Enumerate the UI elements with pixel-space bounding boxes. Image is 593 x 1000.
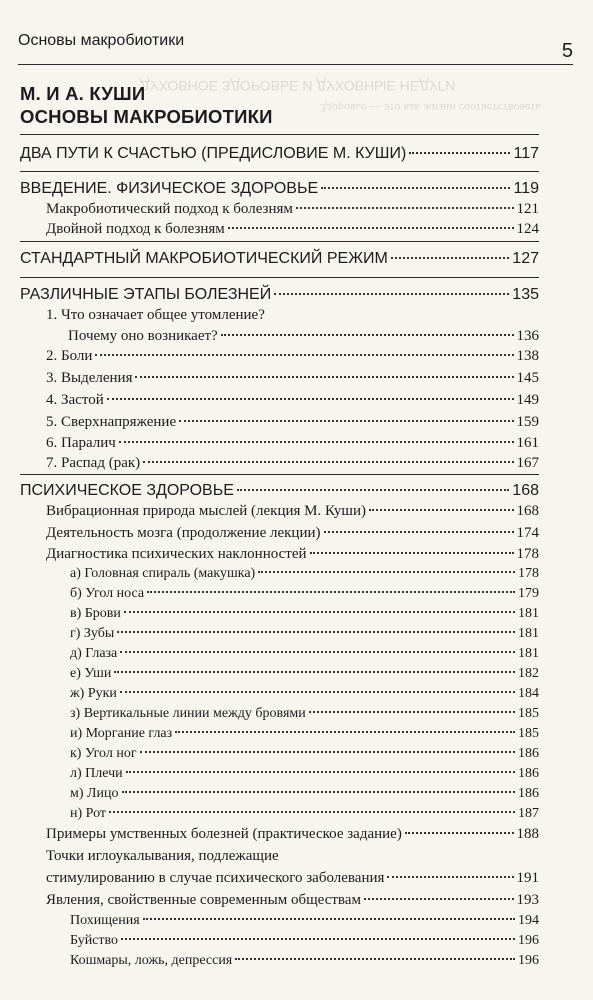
toc-entry[interactable] <box>46 201 539 218</box>
toc-page: 193 <box>516 892 539 908</box>
toc-title: 5. Сверхнапряжение <box>46 414 177 430</box>
toc-page: 181 <box>518 626 539 641</box>
toc-subentry[interactable] <box>70 586 539 602</box>
toc-entry[interactable] <box>46 826 539 843</box>
dot-leader <box>119 441 514 443</box>
toc-page: 186 <box>518 766 539 781</box>
section-divider <box>20 134 539 135</box>
dot-leader <box>143 918 515 920</box>
toc-subentry[interactable] <box>70 666 539 682</box>
toc-page: 185 <box>518 726 539 741</box>
section-divider <box>20 474 539 475</box>
toc-title: 4. Застой <box>46 392 104 408</box>
toc-page: 194 <box>518 913 539 928</box>
toc-subentry[interactable] <box>70 606 539 622</box>
dot-leader <box>296 207 514 209</box>
toc-page: 187 <box>518 806 539 821</box>
dot-leader <box>120 691 515 693</box>
dot-leader <box>122 791 515 793</box>
toc-subentry[interactable] <box>70 746 539 762</box>
toc-page: 149 <box>516 392 539 408</box>
dot-leader <box>135 376 513 378</box>
dot-leader <box>140 751 515 753</box>
bleed-through-text: Здоровье — это как жизни соответствовать <box>320 101 541 115</box>
toc-page: 167 <box>516 455 539 471</box>
toc-page: 184 <box>518 686 539 701</box>
toc-page: 168 <box>516 503 539 519</box>
dot-leader <box>391 257 510 259</box>
book-heading <box>20 82 273 128</box>
toc-title: ДВА ПУТИ К СЧАСТЬЮ (ПРЕДИСЛОВИЕ М. КУШИ) <box>20 145 407 162</box>
toc-title: ВВЕДЕНИЕ. ФИЗИЧЕСКОЕ ЗДОРОВЬЕ <box>20 180 319 197</box>
dot-leader <box>175 731 515 733</box>
toc-page: 119 <box>513 180 539 197</box>
toc-chapter[interactable] <box>20 145 539 163</box>
toc-title: РАЗЛИЧНЫЕ ЭТАПЫ БОЛЕЗНЕЙ <box>20 286 272 303</box>
toc-title: Деятельность мозга (продолжение лекции) <box>46 525 321 541</box>
dot-leader <box>405 832 514 834</box>
dot-leader <box>117 631 515 633</box>
toc-entry-line[interactable]: Точки иглоукалывания, подлежащие <box>46 848 279 864</box>
dot-leader <box>107 398 514 400</box>
toc-entry[interactable] <box>46 392 539 409</box>
toc-page: 124 <box>516 221 539 237</box>
toc-title: Похищения <box>70 913 140 928</box>
toc-page: 136 <box>516 328 539 344</box>
dot-leader <box>235 958 515 960</box>
dot-leader <box>321 187 510 189</box>
toc-page: 196 <box>518 953 539 968</box>
dot-leader <box>109 811 515 813</box>
running-title: Основы макробиотики <box>18 32 185 49</box>
toc-title: н) Рот <box>70 806 107 821</box>
toc-page: 174 <box>516 525 539 541</box>
toc-title: л) Плечи <box>70 766 123 781</box>
toc-page: 135 <box>512 286 539 303</box>
dot-leader <box>124 611 515 613</box>
toc-subentry[interactable] <box>70 626 539 642</box>
toc-page: 181 <box>518 646 539 661</box>
toc-title: стимулированию в случае психического заболевания <box>46 870 385 886</box>
dot-leader <box>258 571 515 573</box>
toc-chapter[interactable] <box>20 180 539 198</box>
toc-page: 178 <box>518 566 539 581</box>
toc-page: 161 <box>516 435 539 451</box>
dot-leader <box>310 552 514 554</box>
section-divider <box>20 241 539 242</box>
toc-entry[interactable] <box>46 414 539 431</box>
toc-page: 127 <box>512 250 539 267</box>
toc-chapter[interactable] <box>20 286 539 304</box>
toc-page: 159 <box>516 414 539 430</box>
toc-page: 188 <box>516 826 539 842</box>
toc-title: Явления, свойственные современным обществам <box>46 892 361 908</box>
dot-leader <box>121 938 515 940</box>
bleed-through-text: ДУХОВНОЕ ЗДОРОВЬЕ И ДУХОВНЫЕ НЕДУГИ <box>140 78 456 94</box>
toc-subentry[interactable] <box>70 766 539 782</box>
toc-entry[interactable] <box>46 546 539 563</box>
toc-title: 2. Боли <box>46 348 93 364</box>
toc-title: е) Уши <box>70 666 112 681</box>
toc-subentry[interactable] <box>70 913 539 929</box>
page-number: 5 <box>561 40 573 62</box>
toc-title: в) Брови <box>70 606 121 621</box>
book-title: ОСНОВЫ МАКРОБИОТИКИ <box>20 106 273 127</box>
dot-leader <box>126 771 515 773</box>
dot-leader <box>409 152 510 154</box>
toc-page: 121 <box>516 201 539 217</box>
book-authors: М. И А. КУШИ <box>20 83 146 104</box>
toc-page: 138 <box>516 348 539 364</box>
toc-entry[interactable] <box>46 892 539 909</box>
toc-entry[interactable] <box>46 870 539 887</box>
toc-chapter[interactable] <box>20 482 539 500</box>
dot-leader <box>237 489 509 491</box>
toc-title: Почему оно возникает? <box>68 328 218 344</box>
toc-title: и) Моргание глаз <box>70 726 173 741</box>
toc-entry[interactable] <box>46 221 539 238</box>
toc-subentry[interactable] <box>70 726 539 742</box>
toc-page: 117 <box>513 145 539 162</box>
toc-page: 181 <box>518 606 539 621</box>
toc-entry[interactable] <box>68 328 539 345</box>
toc-title: Вибрационная природа мыслей (лекция М. Куши) <box>46 503 366 519</box>
toc-title: Кошмары, ложь, депрессия <box>70 953 233 968</box>
dot-leader <box>221 334 514 336</box>
dot-leader <box>387 876 513 878</box>
toc-page: 191 <box>516 870 539 886</box>
toc-title: з) Вертикальные линии между бровями <box>70 706 306 721</box>
toc-title: ж) Руки <box>70 686 117 701</box>
dot-leader <box>143 461 513 463</box>
toc-title: м) Лицо <box>70 786 119 801</box>
toc-subentry[interactable] <box>70 646 539 662</box>
toc-subentry[interactable] <box>70 786 539 802</box>
toc-entry[interactable] <box>46 435 539 452</box>
dot-leader <box>324 531 514 533</box>
dot-leader <box>179 420 513 422</box>
dot-leader <box>114 671 515 673</box>
toc-title: 7. Распад (рак) <box>46 455 141 471</box>
toc-title: к) Угол ног <box>70 746 137 761</box>
dot-leader <box>120 651 515 653</box>
toc-title: а) Головная спираль (макушка) <box>70 566 256 581</box>
toc-page: 186 <box>518 746 539 761</box>
section-divider <box>20 171 539 172</box>
toc-page: 168 <box>512 482 539 499</box>
toc-subentry[interactable] <box>70 933 539 949</box>
dot-leader <box>309 711 515 713</box>
toc-page: 182 <box>518 666 539 681</box>
toc-entry-line[interactable]: 1. Что означает общее утомление? <box>46 307 265 323</box>
toc-title: СТАНДАРТНЫЙ МАКРОБИОТИЧЕСКИЙ РЕЖИМ <box>20 250 388 267</box>
section-divider <box>20 277 539 278</box>
toc-page: 196 <box>518 933 539 948</box>
toc-title: Примеры умственных болезней (практическое задание) <box>46 826 402 842</box>
toc-title: д) Глаза <box>70 646 118 661</box>
dot-leader <box>147 591 515 593</box>
toc-subentry[interactable] <box>70 706 539 722</box>
toc-entry[interactable] <box>46 455 539 472</box>
toc-page: 185 <box>518 706 539 721</box>
toc-entry[interactable] <box>46 503 539 520</box>
toc-title: Макробиотический подход к болезням <box>46 201 293 217</box>
toc-title: Двойной подход к болезням <box>46 221 225 237</box>
toc-page: 179 <box>518 586 539 601</box>
dot-leader <box>95 354 513 356</box>
toc-title: 3. Выделения <box>46 370 133 386</box>
toc-title: Диагностика психических наклонностей <box>46 546 307 562</box>
toc-title: 6. Паралич <box>46 435 116 451</box>
toc-page: 186 <box>518 786 539 801</box>
toc-title: б) Угол носа <box>70 586 145 601</box>
toc-chapter[interactable] <box>20 250 539 268</box>
dot-leader <box>274 293 509 295</box>
toc-page: 145 <box>516 370 539 386</box>
dot-leader <box>228 227 514 229</box>
dot-leader <box>364 898 514 900</box>
toc-entry[interactable] <box>46 370 539 387</box>
toc-title: Буйство <box>70 933 119 948</box>
toc-entry[interactable] <box>46 348 539 365</box>
toc-subentry[interactable] <box>70 806 539 822</box>
toc-title: ПСИХИЧЕСКОЕ ЗДОРОВЬЕ <box>20 482 234 499</box>
dot-leader <box>369 509 514 511</box>
toc-entry[interactable] <box>46 525 539 542</box>
toc-page: 178 <box>516 546 539 562</box>
toc-title: г) Зубы <box>70 626 115 641</box>
toc-subentry[interactable] <box>70 566 539 582</box>
toc-subentry[interactable] <box>70 686 539 702</box>
running-header <box>18 32 573 65</box>
toc-subentry[interactable] <box>70 953 539 969</box>
